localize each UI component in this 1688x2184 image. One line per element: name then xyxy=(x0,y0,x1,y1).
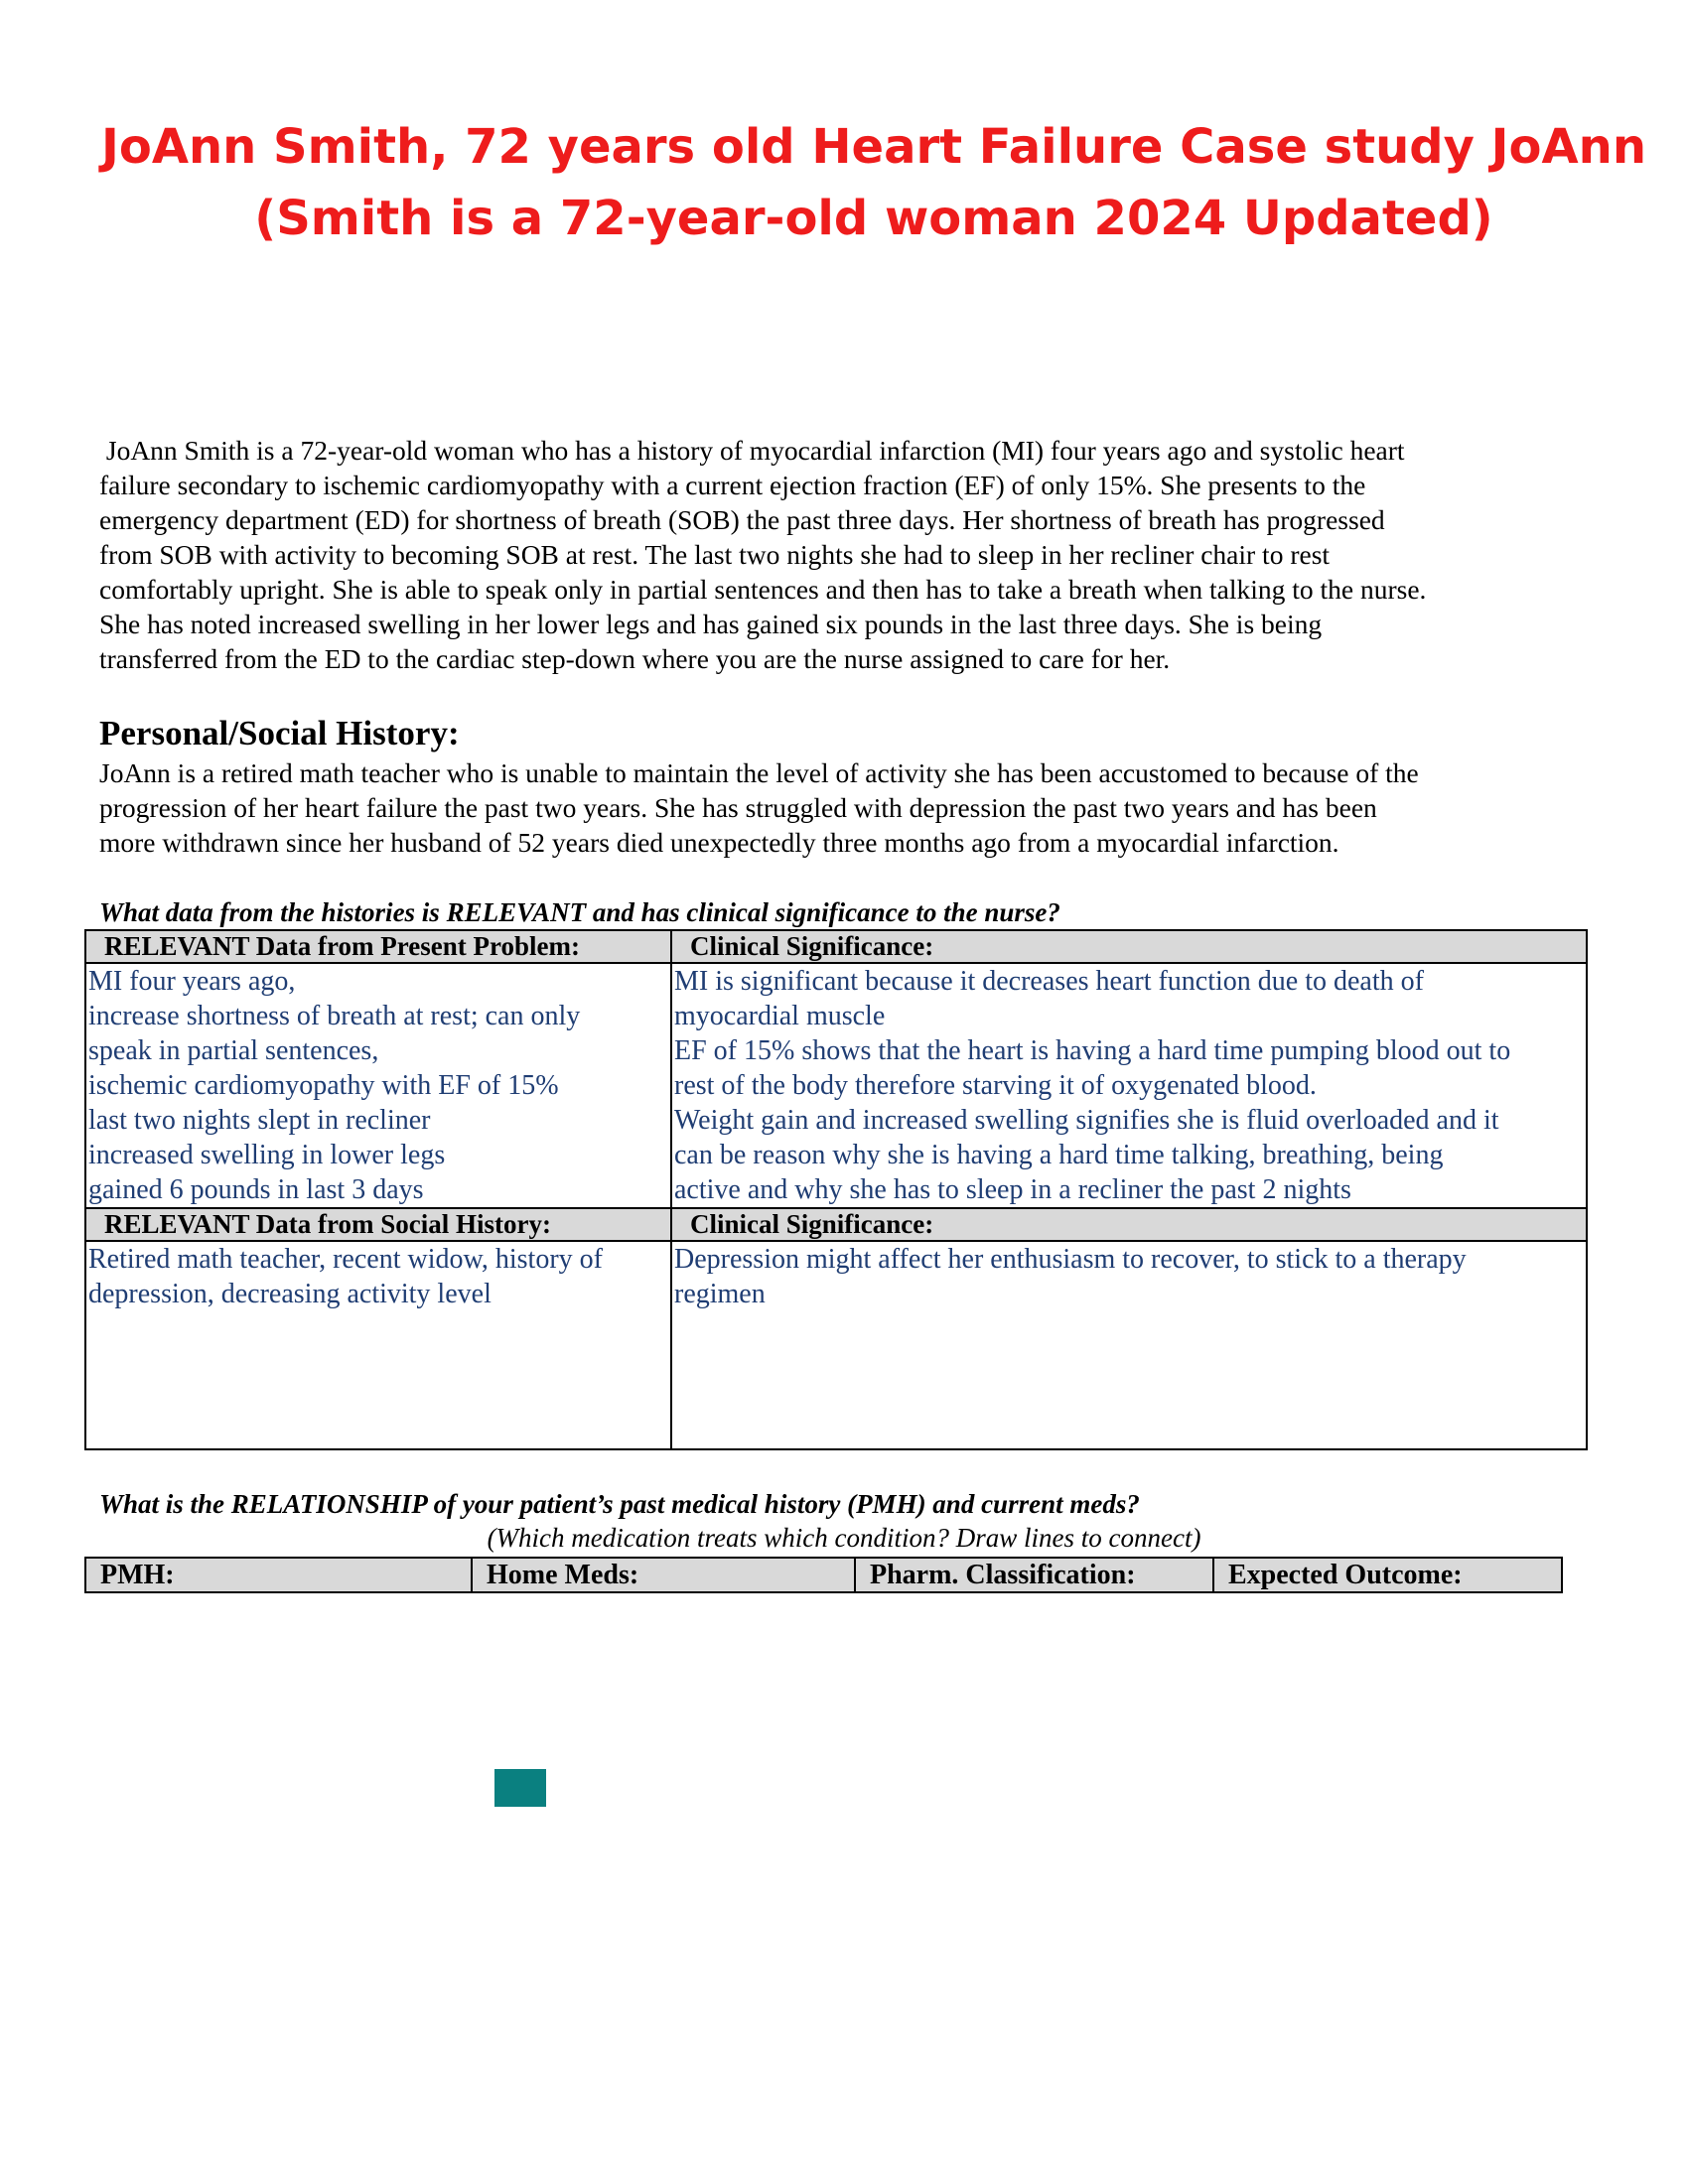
intro-line: failure secondary to ischemic cardiomyopathy with a current ejection fraction (EF) of only 15%. She presents to the xyxy=(99,470,1366,500)
social-history-data-header: RELEVANT Data from Social History: xyxy=(85,1208,671,1241)
social-significance-cell[interactable] xyxy=(671,1241,1587,1449)
document-title xyxy=(99,111,1648,254)
social-line: more withdrawn since her husband of 52 years died unexpectedly three months ago from a myocardial infarction. xyxy=(99,827,1339,858)
intro-line: emergency department (ED) for shortness of breath (SOB) the past three days. Her shortness of breath has progressed xyxy=(99,504,1385,535)
table-row xyxy=(85,963,1587,1208)
table-header-row xyxy=(85,1558,1562,1592)
social-history-heading: Personal/Social History: xyxy=(99,714,460,752)
case-introduction xyxy=(99,433,1589,676)
pmh-meds-table xyxy=(84,1557,1563,1593)
present-problem-cell[interactable] xyxy=(85,963,671,1208)
table-row xyxy=(85,1241,1587,1449)
present-problem-header: RELEVANT Data from Present Problem: xyxy=(85,930,671,963)
intro-line: JoAnn Smith is a 72-year-old woman who has a history of myocardial infarction (MI) four years ago and systolic heart xyxy=(99,435,1405,466)
title-line-1: JoAnn Smith, 72 years old Heart Failure Case study JoAnn xyxy=(101,119,1646,175)
social-history-text xyxy=(99,755,1589,860)
list-item: gained 6 pounds in last 3 days xyxy=(88,1174,424,1205)
list-item: increase shortness of breath at rest; can only xyxy=(88,1001,581,1031)
list-item: ischemic cardiomyopathy with EF of 15% xyxy=(88,1070,559,1101)
list-item: Retired math teacher, recent widow, history of xyxy=(88,1244,603,1275)
list-item: Depression might affect her enthusiasm to recover, to stick to a therapy xyxy=(674,1244,1467,1275)
expected-outcome-header: Expected Outcome: xyxy=(1213,1558,1562,1592)
social-line: progression of her heart failure the past two years. She has struggled with depression the past two years and has been xyxy=(99,792,1377,823)
list-item: depression, decreasing activity level xyxy=(88,1279,492,1309)
relevant-data-question: What data from the histories is RELEVANT and has clinical significance to the nurse? xyxy=(99,897,1060,927)
social-data-cell[interactable] xyxy=(85,1241,671,1449)
list-item: increased swelling in lower legs xyxy=(88,1140,446,1170)
intro-line: She has noted increased swelling in her lower legs and has gained six pounds in the last three days. She is being xyxy=(99,609,1323,639)
relationship-instructions: (Which medication treats which condition? Draw lines to connect) xyxy=(487,1523,1201,1553)
social-line: JoAnn is a retired math teacher who is unable to maintain the level of activity she has been accustomed to because of the xyxy=(99,757,1419,788)
relationship-question: What is the RELATIONSHIP of your patient’s past medical history (PMH) and current meds? xyxy=(99,1489,1140,1519)
clinical-significance-header: Clinical Significance: xyxy=(671,930,1587,963)
pharm-classification-header: Pharm. Classification: xyxy=(855,1558,1213,1592)
pmh-header: PMH: xyxy=(85,1558,472,1592)
list-item: MI is significant because it decreases heart function due to death of xyxy=(674,966,1424,997)
list-item: rest of the body therefore starving it of oxygenated blood. xyxy=(674,1070,1317,1101)
clinical-significance-header: Clinical Significance: xyxy=(671,1208,1587,1241)
present-significance-cell[interactable] xyxy=(671,963,1587,1208)
list-item: active and why she has to sleep in a recliner the past 2 nights xyxy=(674,1174,1351,1205)
teal-square-marker xyxy=(494,1769,546,1807)
list-item: last two nights slept in recliner xyxy=(88,1105,431,1136)
list-item: EF of 15% shows that the heart is having a hard time pumping blood out to xyxy=(674,1035,1511,1066)
table-header-row xyxy=(85,1208,1587,1241)
list-item: MI four years ago, xyxy=(88,966,296,997)
list-item: Weight gain and increased swelling signifies she is fluid overloaded and it xyxy=(674,1105,1499,1136)
title-line-2: (Smith is a 72-year-old woman 2024 Updated) xyxy=(254,191,1493,246)
home-meds-header: Home Meds: xyxy=(472,1558,855,1592)
list-item: can be reason why she is having a hard time talking, breathing, being xyxy=(674,1140,1444,1170)
table-header-row xyxy=(85,930,1587,963)
list-item: myocardial muscle xyxy=(674,1001,886,1031)
intro-line: transferred from the ED to the cardiac step-down where you are the nurse assigned to care for her. xyxy=(99,643,1171,674)
relevant-data-table xyxy=(84,929,1588,1450)
list-item: regimen xyxy=(674,1279,766,1309)
intro-line: comfortably upright. She is able to speak only in partial sentences and then has to take a breath when talking to the nurse. xyxy=(99,574,1427,605)
list-item: speak in partial sentences, xyxy=(88,1035,379,1066)
intro-line: from SOB with activity to becoming SOB at rest. The last two nights she had to sleep in her recliner chair to rest xyxy=(99,539,1331,570)
